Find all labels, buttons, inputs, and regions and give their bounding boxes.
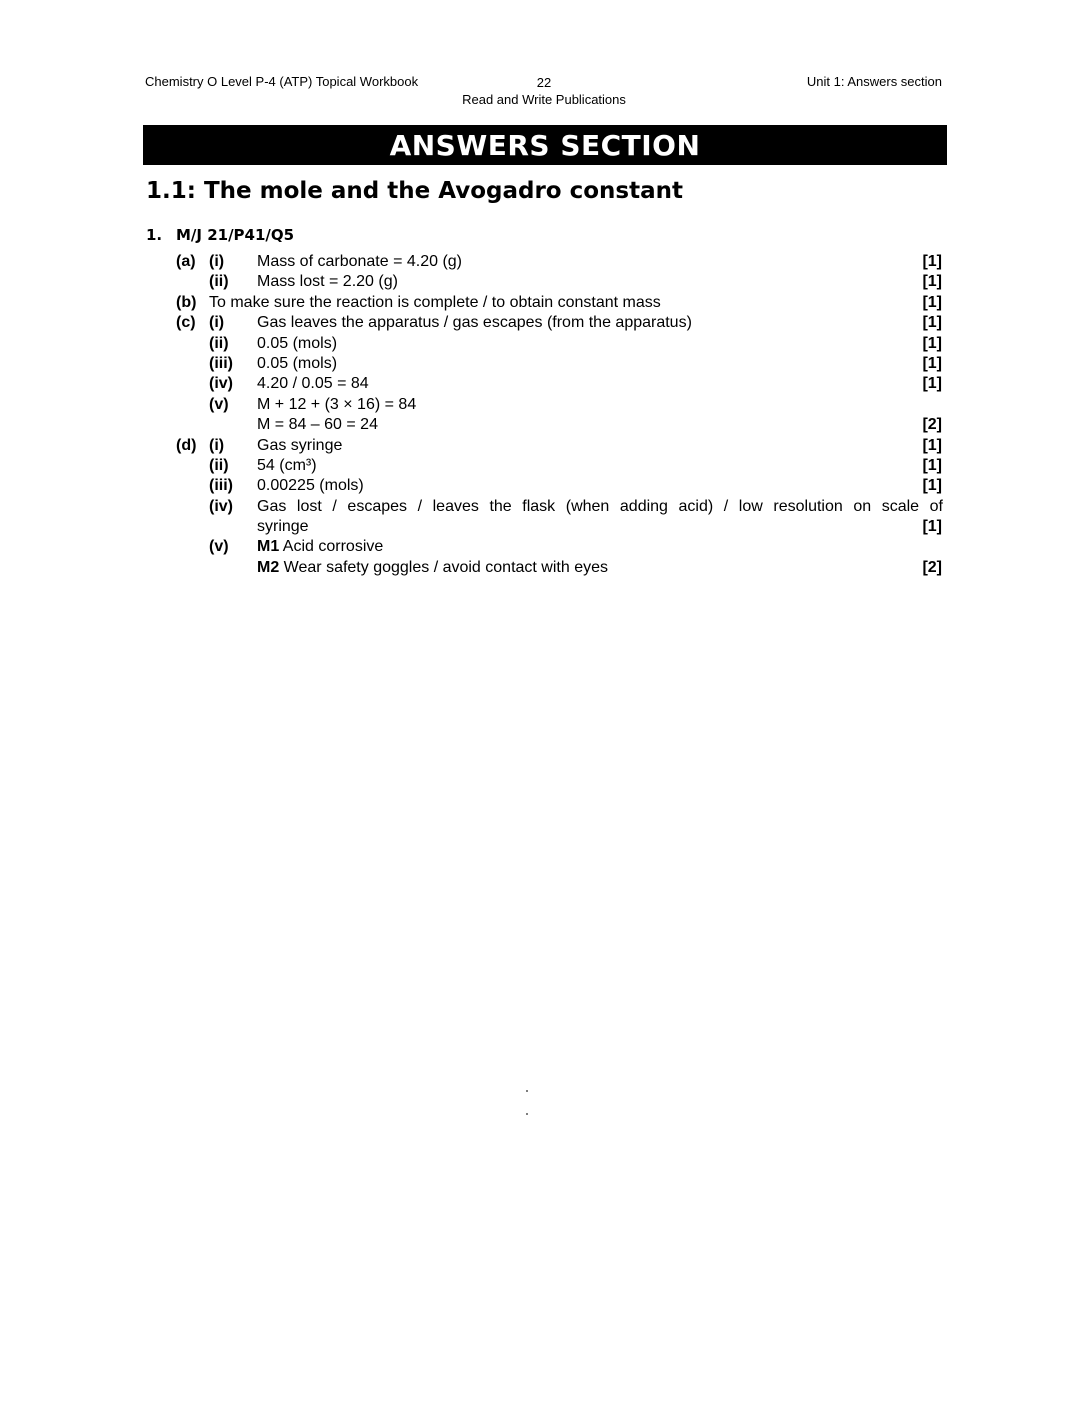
subpart-label: (iii): [209, 354, 233, 372]
subpart-label: (v): [209, 395, 229, 413]
answer-row: [0, 517, 1088, 537]
mark: [1]: [922, 375, 942, 393]
answer-row: [0, 476, 1088, 496]
question-number: 1.: [146, 226, 163, 244]
subpart-label: (v): [209, 538, 229, 556]
marking-point-text: Wear safety goggles / avoid contact with eyes: [279, 558, 608, 576]
subpart-label: (iii): [209, 477, 233, 495]
answer-row: [0, 334, 1088, 354]
part-label: (c): [176, 314, 196, 332]
mark: [1]: [922, 354, 942, 372]
header-book-title: Chemistry O Level P-4 (ATP) Topical Workbook: [145, 74, 419, 89]
question-heading: [146, 226, 294, 244]
answer-text: 4.20 / 0.05 = 84: [257, 375, 369, 393]
mark: [1]: [922, 314, 942, 332]
answer-row: [0, 497, 1088, 517]
header-unit: Unit 1: Answers section: [806, 74, 942, 89]
subpart-label: (iv): [209, 497, 233, 515]
mark: [1]: [922, 293, 942, 311]
part-label: (d): [176, 436, 197, 454]
publisher: Read and Write Publications: [462, 92, 626, 107]
answer-row: [0, 252, 1088, 272]
mark: [1]: [922, 436, 942, 454]
answer-row: [0, 313, 1088, 333]
answer-text: M = 84 – 60 = 24: [257, 416, 378, 434]
mark: [2]: [922, 558, 942, 576]
answer-row: [0, 436, 1088, 456]
page-number: 22: [536, 75, 552, 90]
part-label: (a): [176, 253, 196, 270]
answer-text: [257, 558, 608, 578]
marking-point-text: Acid corrosive: [279, 538, 384, 556]
answer-text: 0.05 (mols): [257, 334, 338, 352]
mark: [1]: [922, 253, 942, 270]
answer-text: To make sure the reaction is complete / to obtain constant mass: [209, 293, 661, 311]
subpart-label: (i): [209, 253, 225, 270]
marking-point-label: M2: [257, 558, 280, 576]
subpart-label: (ii): [209, 273, 229, 291]
mark: [1]: [922, 273, 942, 291]
answer-text: 0.05 (mols): [257, 354, 338, 372]
answer-text: M + 12 + (3 × 16) = 84: [257, 395, 417, 413]
answer-row: [0, 395, 1088, 415]
subpart-label: (i): [209, 436, 225, 454]
answer-text: Mass of carbonate = 4.20 (g): [257, 253, 462, 270]
mark: [2]: [922, 416, 942, 434]
marking-point-label: M1: [257, 538, 280, 556]
part-label: (b): [176, 293, 197, 311]
answer-text: [257, 537, 383, 557]
answer-row: [0, 293, 1088, 313]
mark: [1]: [922, 334, 942, 352]
answer-text: syringe: [257, 518, 309, 536]
answer-row: [0, 558, 1088, 578]
question-reference: M/J 21/P41/Q5: [176, 226, 295, 244]
answer-row: [0, 415, 1088, 435]
answer-text: Gas syringe: [257, 436, 343, 454]
answers-section-banner: ANSWERS SECTION: [143, 125, 947, 165]
section-title: 1.1: The mole and the Avogadro constant: [146, 178, 683, 204]
subpart-label: (iv): [209, 375, 233, 393]
answer-row: [0, 272, 1088, 292]
answer-text: 0.00225 (mols): [257, 477, 364, 495]
answer-text: Mass lost = 2.20 (g): [257, 273, 398, 291]
answer-row: [0, 354, 1088, 374]
answer-text: Gas lost / escapes / leaves the flask (when adding acid) / low resolution on scale of: [257, 497, 943, 515]
answer-row: [0, 537, 1088, 557]
subpart-label: (i): [209, 314, 225, 332]
mark: [1]: [922, 456, 942, 474]
answer-text: Gas leaves the apparatus / gas escapes (from the apparatus): [257, 314, 692, 332]
answer-row: [0, 456, 1088, 476]
mark: [1]: [922, 518, 942, 536]
subpart-label: (ii): [209, 456, 229, 474]
answer-list: [0, 252, 1088, 578]
subpart-label: (ii): [209, 334, 229, 352]
answer-row: [0, 374, 1088, 394]
scan-speck: [526, 1090, 528, 1092]
scan-speck: [526, 1113, 528, 1115]
answer-text: 54 (cm³): [257, 456, 317, 474]
mark: [1]: [922, 477, 942, 495]
